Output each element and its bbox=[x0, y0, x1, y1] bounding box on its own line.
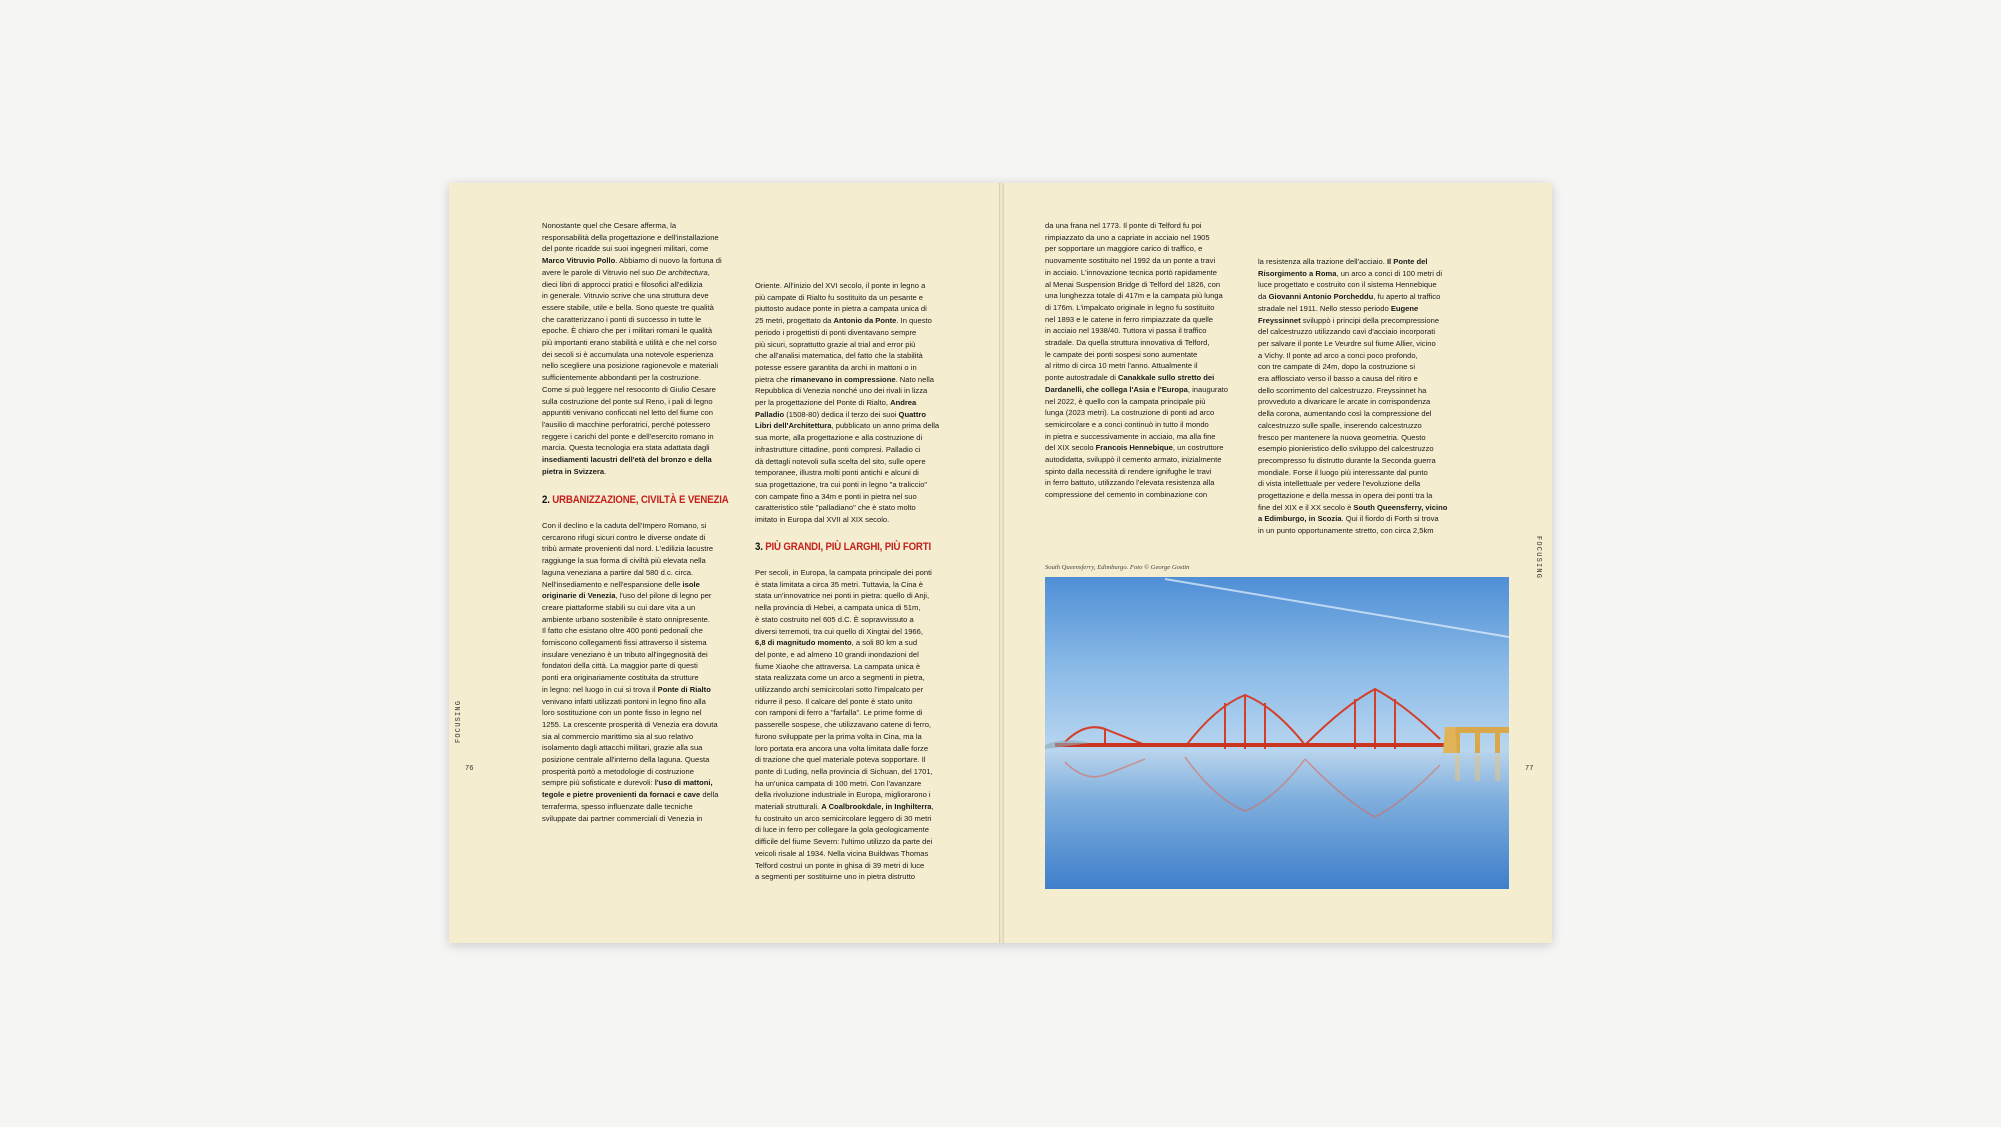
text-line: sulla costruzione del ponte sul Reno, i pali di legno bbox=[542, 396, 713, 406]
text-line: pietra che rimanevano in compressione. Nato nella bbox=[755, 374, 934, 384]
text-line: del XIX secolo Francois Hennebique, un costruttore bbox=[1045, 443, 1224, 453]
text-line: compressione del cemento in combinazione con bbox=[1045, 490, 1208, 500]
text-line: furono sviluppate per la prima volta in Cina, ma la bbox=[755, 731, 922, 741]
text-line: una lunghezza totale di 417m e la campata più lunga bbox=[1045, 291, 1223, 301]
text-line: sufficientemente abbondanti per la costruzione. bbox=[542, 373, 702, 383]
text-line: le campate dei ponti sospesi sono aumentate bbox=[1045, 349, 1198, 359]
text-line: sua morte, alla progettazione e alla costruzione di bbox=[755, 433, 923, 443]
text-line: caratteristico stile "palladiano" che è stato molto bbox=[755, 503, 916, 513]
text-line: della rivoluzione industriale in Europa, migliorarono i bbox=[755, 790, 931, 800]
section-label-left: FOCUSING bbox=[455, 699, 463, 743]
text-line: in acciaio nel 1938/40. Tuttora vi passa il traffico bbox=[1045, 326, 1207, 336]
text-line: posizione centrale all'interno della laguna. Questa bbox=[542, 755, 710, 765]
text-line: al Menai Suspension Bridge di Telford del 1826, con bbox=[1045, 279, 1221, 289]
text-line: essere stabile, utile e bella. Sono queste tre qualità bbox=[542, 302, 714, 312]
text-line: in ferro battuto, utilizzando l'elevata resistenza alla bbox=[1045, 478, 1215, 488]
text-line: Freyssinnet sviluppò i principi della precompressione bbox=[1258, 315, 1440, 325]
text-line: nel 2022, è quello con la campata principale più bbox=[1045, 396, 1206, 406]
text-line: originarie di Venezia, l'uso del pilone di legno per bbox=[542, 591, 712, 601]
text-line: in acciaio. L'innovazione tecnica portò rapidamente bbox=[1045, 267, 1217, 277]
text-line: a segmenti per sostituirne uno in pietra distrutto bbox=[755, 872, 915, 882]
text-line: Come si può leggere nel resoconto di Giulio Cesare bbox=[542, 384, 716, 394]
text-line: in un punto opportunamente stretto, con circa 2,5km bbox=[1258, 526, 1434, 536]
text-line: Per secoli, in Europa, la campata principale dei ponti bbox=[755, 568, 932, 577]
text-line: fiume Xiaohe che attraversa. La campata unica è bbox=[755, 661, 921, 671]
text-line: in legno: nel luogo in cui si trova il Ponte di Rialto bbox=[542, 684, 711, 694]
text-line: Repubblica di Venezia nonché uno dei rivali in lizza bbox=[755, 386, 928, 396]
text-line: Con il declino e la caduta dell'Impero Romano, si bbox=[542, 521, 707, 530]
text-line: Il fatto che esistano oltre 400 ponti pedonali che bbox=[542, 626, 703, 636]
text-line: insulare veneziano è un tributo all'ingegnosità dei bbox=[542, 649, 708, 659]
text-line: più campate di Rialto fu sostituito da un pesante e bbox=[755, 292, 924, 302]
text-line: avere le parole di Vitruvio nel suo De architectura, bbox=[542, 267, 710, 277]
paragraph bbox=[1045, 220, 1250, 501]
text-line: ridurre il peso. Il calcare del ponte è stato unito bbox=[755, 696, 913, 706]
text-line: responsabilità della progettazione e dell'installazione bbox=[542, 232, 719, 242]
column-4 bbox=[1258, 256, 1463, 537]
text-line: più sicuri, soprattutto grazie al trial and error più bbox=[755, 339, 916, 349]
text-line: 1255. La crescente prosperità di Venezia era dovuta bbox=[542, 719, 718, 729]
text-line: Oriente. All'inizio del XVI secolo, il ponte in legno a bbox=[755, 281, 926, 290]
text-line: stata realizzata come un arco a segmenti in pietra, bbox=[755, 673, 925, 683]
paragraph bbox=[1258, 256, 1463, 537]
column-1-bottom bbox=[542, 520, 747, 824]
paragraph bbox=[755, 280, 960, 526]
text-line: era afflosciato verso il basso a causa del ritiro e bbox=[1258, 374, 1418, 384]
bridge-illustration bbox=[1045, 577, 1509, 889]
page-number-left: 76 bbox=[465, 765, 474, 773]
text-line: dà dettagli notevoli sulla scelta del sito, sulle opere bbox=[755, 456, 926, 466]
text-line: cercarono rifugi sicuri contro le diverse ondate di bbox=[542, 532, 706, 542]
column-1-top bbox=[542, 220, 747, 477]
text-line: Nonostante quel che Cesare afferma, la bbox=[542, 221, 677, 230]
paragraph bbox=[755, 567, 960, 883]
text-line: precompresso fu distrutto durante la Seconda guerra bbox=[1258, 455, 1436, 465]
text-line: Risorgimento a Roma, un arco a conci di 100 metri di bbox=[1258, 268, 1443, 278]
text-line: insediamenti lacustri dell'età del bronzo e della bbox=[542, 455, 712, 465]
text-line: luce progettato e costruito con il sistema Hennebique bbox=[1258, 280, 1437, 290]
text-line: nuovamente sostituito nel 1992 da un ponte a travi bbox=[1045, 256, 1216, 266]
text-line: autodidatta, sviluppò il cemento armato, inizialmente bbox=[1045, 455, 1222, 465]
text-line: piuttosto audace ponte in pietra a campata unica di bbox=[755, 304, 927, 314]
text-line: tribù armate provenienti dal nord. L'edilizia lacustre bbox=[542, 544, 714, 554]
text-line: per salvare il ponte Le Veurdre sul fiume Allier, vicino bbox=[1258, 338, 1436, 348]
text-line: diversi terremoti, tra cui quello di Xingtai del 1966, bbox=[755, 626, 923, 636]
text-line: loro sostituzione con un ponte fisso in legno nel bbox=[542, 708, 702, 718]
left-page bbox=[449, 183, 999, 943]
text-line: epoche. È chiaro che per i militari romani le qualità bbox=[542, 326, 713, 336]
text-line: più importanti erano stabilità e utilità e che nel corso bbox=[542, 338, 717, 348]
text-line: stradale nel 1911. Nello stesso periodo Eugene bbox=[1258, 303, 1419, 313]
text-line: ponte autostradale di Canakkale sullo stretto dei bbox=[1045, 373, 1215, 383]
text-line: provveduto a divaricare le arcate in corrispondenza bbox=[1258, 397, 1431, 407]
text-line: di vista intellettuale per vedere l'evoluzione della bbox=[1258, 479, 1421, 489]
magazine-spread bbox=[449, 183, 1552, 943]
text-line: sia al commercio marittimo sia al suo relativo bbox=[542, 731, 694, 741]
text-line: dello scorrimento del calcestruzzo. Freyssinnet ha bbox=[1258, 385, 1427, 395]
text-line: tegole e pietre provenienti da fornaci e cave della bbox=[542, 790, 719, 800]
text-line: Dardanelli, che collega l'Asia e l'Europa, inaugurato bbox=[1045, 384, 1228, 394]
page-number-right: 77 bbox=[1525, 765, 1534, 773]
text-line: della corona, aumentando così la compressione del bbox=[1258, 409, 1432, 419]
text-line: fondatori della città. La maggior parte di questi bbox=[542, 661, 698, 671]
heading-piu-grandi bbox=[755, 541, 931, 553]
text-line: 6,8 di magnitudo momento, a soli 80 km a sud bbox=[755, 638, 918, 648]
text-line: fine del XIX e il XX secolo è South Queensferry, vicino bbox=[1258, 502, 1448, 512]
text-line: veicoli risale al 1934. Nella vicina Buildwas Thomas bbox=[755, 848, 929, 858]
heading-urbanizzazione bbox=[542, 494, 729, 506]
text-line: con tre campate di 24m, dopo la costruzione si bbox=[1258, 362, 1416, 372]
text-line: da una frana nel 1773. Il ponte di Telford fu poi bbox=[1045, 221, 1202, 230]
text-line: sviluppate dai partner commerciali di Venezia in bbox=[542, 813, 703, 823]
text-line: terraferma, spesso influenzate dalle tecniche bbox=[542, 801, 693, 811]
paragraph bbox=[542, 220, 747, 477]
text-line: ponti era originariamente costituita da strutture bbox=[542, 673, 699, 683]
right-page bbox=[1004, 183, 1552, 943]
text-line: difficile del fiume Severn: l'ultimo utilizzo da parte dei bbox=[755, 837, 933, 847]
text-line: stata un'innovatrice nei ponti in pietra: quello di Anji, bbox=[755, 591, 930, 601]
text-line: che all'analisi matematica, del fatto che la stabilità bbox=[755, 351, 923, 361]
text-line: calcestruzzo sulle spalle, inserendo calcestruzzo bbox=[1258, 420, 1422, 430]
text-line: per la progettazione del Ponte di Rialto, Andrea bbox=[755, 398, 917, 408]
text-line: creare piattaforme stabili su cui dare vita a un bbox=[542, 602, 696, 612]
text-line: di luce in ferro per collegare la gola geologicamente bbox=[755, 825, 929, 835]
text-line: imitato in Europa dal XVII al XIX secolo. bbox=[755, 515, 890, 525]
text-line: a Edimburgo, in Scozia. Qui il fiordo di Forth si trova bbox=[1258, 514, 1439, 524]
text-line: Palladio (1508-80) dedica il terzo dei suoi Quattro bbox=[755, 409, 926, 419]
text-line: semicircolare e a conci continuò in tutto il mondo bbox=[1045, 419, 1209, 429]
text-line: l'ausilio di macchine perforatrici, perché potessero bbox=[542, 419, 711, 429]
text-line: in pietra e successivamente in acciaio, ma alla fine bbox=[1045, 431, 1216, 441]
text-line: temporanee, illustra molti ponti antichi e alcuni di bbox=[755, 468, 919, 478]
text-line: raggiunge la sua forma di civiltà più elevata nella bbox=[542, 556, 706, 566]
text-line: reggere i carichi del ponte e dell'esercito romano in bbox=[542, 431, 714, 441]
text-line: in generale. Vitruvio scrive che una struttura deve bbox=[542, 291, 709, 301]
text-line: stradale. Da quella struttura innovativa di Telford, bbox=[1045, 338, 1210, 348]
text-line: utilizzando archi semicircolari sotto l'impalcato per bbox=[755, 685, 924, 695]
text-line: materiali strutturali. A Coalbrookdale, in Inghilterra, bbox=[755, 802, 934, 812]
text-line: infrastrutture cittadine, ponti compresi. Palladio ci bbox=[755, 444, 921, 454]
heading-number: 2. bbox=[542, 494, 550, 506]
text-line: Telford costruì un ponte in ghisa di 39 metri di luce bbox=[755, 860, 925, 870]
text-line: marcia. Questa tecnologia era stata adattata dagli bbox=[542, 443, 710, 453]
text-line: è stata limitata a circa 35 metri. Tuttavia, la Cina è bbox=[755, 579, 923, 589]
text-line: la resistenza alla trazione dell'acciaio. Il Ponte del bbox=[1258, 257, 1428, 266]
text-line: isolamento dagli attacchi militari, grazie alla sua bbox=[542, 743, 703, 753]
text-line: laguna veneziana a partire dal 580 d.c. circa. bbox=[542, 567, 694, 577]
text-line: loro portata era ancora una volta limitata dalle forze bbox=[755, 743, 929, 753]
heading-text: URBANIZZAZIONE, CIVILTÀ E VENEZIA bbox=[552, 494, 729, 506]
text-line: periodo i progettisti di ponti diventavano sempre bbox=[755, 327, 917, 337]
text-line: ponte di Luding, nella provincia di Sichuan, del 1701, bbox=[755, 766, 933, 776]
text-line: venivano infatti utilizzati pontoni in legno fino alla bbox=[542, 696, 706, 706]
text-line: 25 metri, progettato da Antonio da Ponte. In questo bbox=[755, 316, 932, 326]
text-line: a Vichy. Il ponte ad arco a conci poco profondo, bbox=[1258, 350, 1418, 360]
text-line: di 176m. L'impalcato originale in legno fu sostituito bbox=[1045, 302, 1215, 312]
forth-bridge-photo bbox=[1045, 577, 1509, 889]
text-line: del ponte ricadde sui suoi ingegneri militari, come bbox=[542, 244, 709, 254]
text-line: potesse essere garantita da archi in mattoni o in bbox=[755, 362, 917, 372]
heading-text: PIÙ GRANDI, PIÙ LARGHI, PIÙ FORTI bbox=[765, 541, 931, 553]
text-line: appuntiti venivano conficcati nel letto del fiume con bbox=[542, 408, 713, 418]
text-line: sempre più sofisticate e durevoli: l'uso di mattoni, bbox=[542, 778, 713, 788]
text-line: forniscono collegamenti fissi attraverso il sistema bbox=[542, 638, 707, 648]
text-line: al ritmo di circa 10 metri l'anno. Attualmente il bbox=[1045, 361, 1198, 371]
text-line: sua progettazione, tra cui ponti in legno "a traliccio" bbox=[755, 479, 928, 489]
text-line: nel 1893 e le catene in ferro rimpiazzate da quelle bbox=[1045, 314, 1214, 324]
text-line: ha un'unica campata di 100 metri. Con l'avanzare bbox=[755, 778, 922, 788]
text-line: da Giovanni Antonio Porcheddu, fu aperto al traffico bbox=[1258, 292, 1441, 302]
text-line: Libri dell'Architettura, pubblicato un anno prima della bbox=[755, 421, 940, 431]
column-3 bbox=[1045, 220, 1250, 501]
photo-caption: South Queensferry, Edimburgo. Foto © George Gostin bbox=[1045, 564, 1190, 571]
text-line: con campate fino a 34m e ponti in pietra nel suo bbox=[755, 491, 917, 501]
text-line: mondiale. Forse il luogo più interessante dal punto bbox=[1258, 467, 1428, 477]
text-line: passerelle sospese, che utilizzavano catene di ferro, bbox=[755, 720, 932, 730]
text-line: del calcestruzzo utilizzando cavi d'acciaio incorporati bbox=[1258, 327, 1436, 337]
text-line: spinto dalla necessità di rendere ignifughe le travi bbox=[1045, 466, 1212, 476]
text-line: prosperità portò a metodologie di costruzione bbox=[542, 766, 694, 776]
text-line: lunga (2023 metri). La costruzione di ponti ad arco bbox=[1045, 408, 1215, 418]
text-line: Nell'insediamento e nell'espansione delle isole bbox=[542, 579, 700, 589]
text-line: nella provincia di Hebei, a campata unica di 51m, bbox=[755, 603, 921, 613]
text-line: rimpiazzato da uno a capriate in acciaio nel 1905 bbox=[1045, 232, 1210, 242]
text-line: con ramponi di ferro a "farfalla". Le prime forme di bbox=[755, 708, 923, 718]
text-line: progettazione e della messa in opera dei ponti tra la bbox=[1258, 491, 1433, 501]
text-line: per sopportare un maggiore carico di traffico, e bbox=[1045, 244, 1203, 254]
text-line: è stato costruito nel 605 d.C. È sopravvissuto a bbox=[755, 614, 914, 624]
text-line: pietra in Svizzera. bbox=[542, 466, 607, 476]
paragraph bbox=[542, 520, 747, 824]
text-line: nello scegliere una posizione ragionevole e materiali bbox=[542, 361, 719, 371]
text-line: fresco per mantenere la nuova geometria. Questo bbox=[1258, 432, 1426, 442]
text-line: fu costruito un arco semicircolare leggero di 30 metri bbox=[755, 813, 932, 823]
text-line: dei secoli si è accumulata una notevole esperienza bbox=[542, 349, 714, 359]
text-line: ambiente urbano sostenibile è stato onnipresente. bbox=[542, 614, 711, 624]
text-line: di trazione che quel materiale poteva sopportare. Il bbox=[755, 755, 926, 765]
text-line: dieci libri di approcci pratici e filosofici all'edilizia bbox=[542, 279, 703, 289]
column-2-top bbox=[755, 280, 960, 526]
text-line: esempio pionieristico dello sviluppo del calcestruzzo bbox=[1258, 444, 1434, 454]
heading-number: 3. bbox=[755, 541, 763, 553]
text-line: Marco Vitruvio Pollo. Abbiamo di nuovo la fortuna di bbox=[542, 256, 722, 266]
text-line: del ponte, e ad almeno 10 grandi inondazioni del bbox=[755, 649, 919, 659]
text-line: che caratterizzano i ponti di successo in tutte le bbox=[542, 314, 702, 324]
column-2-bottom bbox=[755, 567, 960, 883]
section-label-right: FOCUSING bbox=[1534, 536, 1542, 580]
